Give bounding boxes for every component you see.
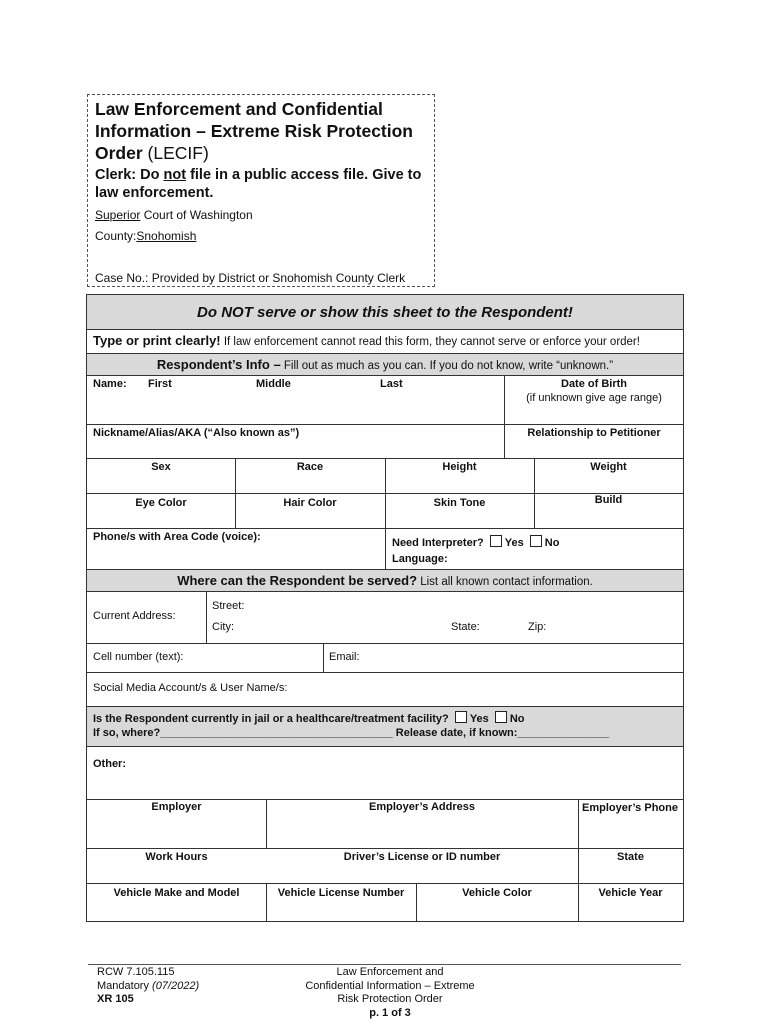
license-state-field[interactable]: State	[617, 851, 644, 863]
work-hours-field[interactable]: Work Hours	[145, 851, 208, 863]
cell-field[interactable]: Cell number (text):	[93, 651, 184, 663]
clerk-instruction: Clerk: Do not file in a public access file. Give to law enforcement.	[95, 167, 422, 201]
interpreter-question: Need Interpreter? Yes No	[392, 537, 560, 549]
form-title: Law Enforcement and Confidential Information – Extreme Risk Protection Order (LECIF)	[95, 99, 413, 163]
footer-center: Law Enforcement and Confidential Information – Extreme Risk Protection Order p. 1 of 3	[290, 966, 490, 1020]
employer-phone-field[interactable]: Employer’s Phone	[582, 802, 678, 814]
vehicle-make-field[interactable]: Vehicle Make and Model	[113, 887, 240, 899]
jail-no-checkbox[interactable]	[495, 711, 507, 723]
vehicle-license-field[interactable]: Vehicle License Number	[277, 887, 405, 899]
nickname-field[interactable]: Nickname/Alias/AKA (“Also known as”)	[93, 427, 300, 439]
employer-field[interactable]: Employer	[151, 801, 202, 813]
hair-color-field[interactable]: Hair Color	[283, 497, 337, 509]
height-field[interactable]: Height	[442, 461, 477, 473]
dob-note: (if unknown give age range)	[526, 392, 662, 404]
city-field[interactable]: City:	[212, 621, 234, 633]
social-media-field[interactable]: Social Media Account/s & User Name/s:	[93, 682, 288, 694]
language-field[interactable]: Language:	[392, 553, 448, 565]
jail-where-field[interactable]: If so, where?______________________________________ Release date, if known:_______________	[93, 727, 610, 739]
county-field[interactable]: County:Snohomish	[95, 229, 197, 243]
dob-field[interactable]: Date of Birth	[561, 378, 627, 390]
middle-name-field[interactable]: Middle	[256, 378, 291, 390]
jail-question: Is the Respondent currently in jail or a healthcare/treatment facility? Yes No	[93, 713, 525, 725]
sex-field[interactable]: Sex	[151, 461, 171, 473]
employer-address-field[interactable]: Employer’s Address	[369, 801, 475, 813]
page-number: p. 1 of 3	[369, 1006, 411, 1019]
footer-left: RCW 7.105.115 Mandatory (07/2022) XR 105	[97, 966, 200, 1005]
jail-yes-checkbox[interactable]	[455, 711, 467, 723]
respondent-info-heading: Respondent’s Info – Fill out as much as you can. If you do not know, write “unknown.”	[156, 357, 614, 372]
race-field[interactable]: Race	[296, 461, 324, 473]
weight-field[interactable]: Weight	[590, 461, 627, 473]
eye-color-field[interactable]: Eye Color	[135, 497, 187, 509]
skin-tone-field[interactable]: Skin Tone	[433, 497, 486, 509]
phones-field[interactable]: Phone/s with Area Code (voice):	[93, 531, 261, 543]
interpreter-no-checkbox[interactable]	[530, 535, 542, 547]
license-field[interactable]: Driver’s License or ID number	[343, 851, 501, 863]
served-heading: Where can the Respondent be served? List all known contact information.	[177, 573, 593, 588]
type-print-notice: Type or print clearly! If law enforcement cannot read this form, they cannot serve or enforce your order!	[93, 333, 640, 348]
street-field[interactable]: Street:	[212, 600, 245, 612]
name-label: Name:	[93, 378, 127, 390]
footer-rule	[88, 964, 681, 965]
court-name: Superior Court of Washington	[95, 208, 253, 222]
do-not-serve-banner: Do NOT serve or show this sheet to the Respondent!	[197, 304, 573, 321]
first-name-field[interactable]: First	[148, 378, 172, 390]
last-name-field[interactable]: Last	[380, 378, 403, 390]
vehicle-year-field[interactable]: Vehicle Year	[598, 887, 663, 899]
vehicle-color-field[interactable]: Vehicle Color	[462, 887, 532, 899]
state-field[interactable]: State:	[451, 621, 480, 633]
zip-field[interactable]: Zip:	[528, 621, 547, 633]
relationship-field[interactable]: Relationship to Petitioner	[527, 427, 661, 439]
build-field[interactable]: Build	[594, 494, 623, 506]
case-number: Case No.: Provided by District or Snohomish County Clerk	[95, 271, 406, 285]
current-address-label: Current Address:	[93, 610, 176, 622]
email-field[interactable]: Email:	[329, 651, 360, 663]
other-field[interactable]: Other:	[93, 758, 126, 770]
interpreter-yes-checkbox[interactable]	[490, 535, 502, 547]
